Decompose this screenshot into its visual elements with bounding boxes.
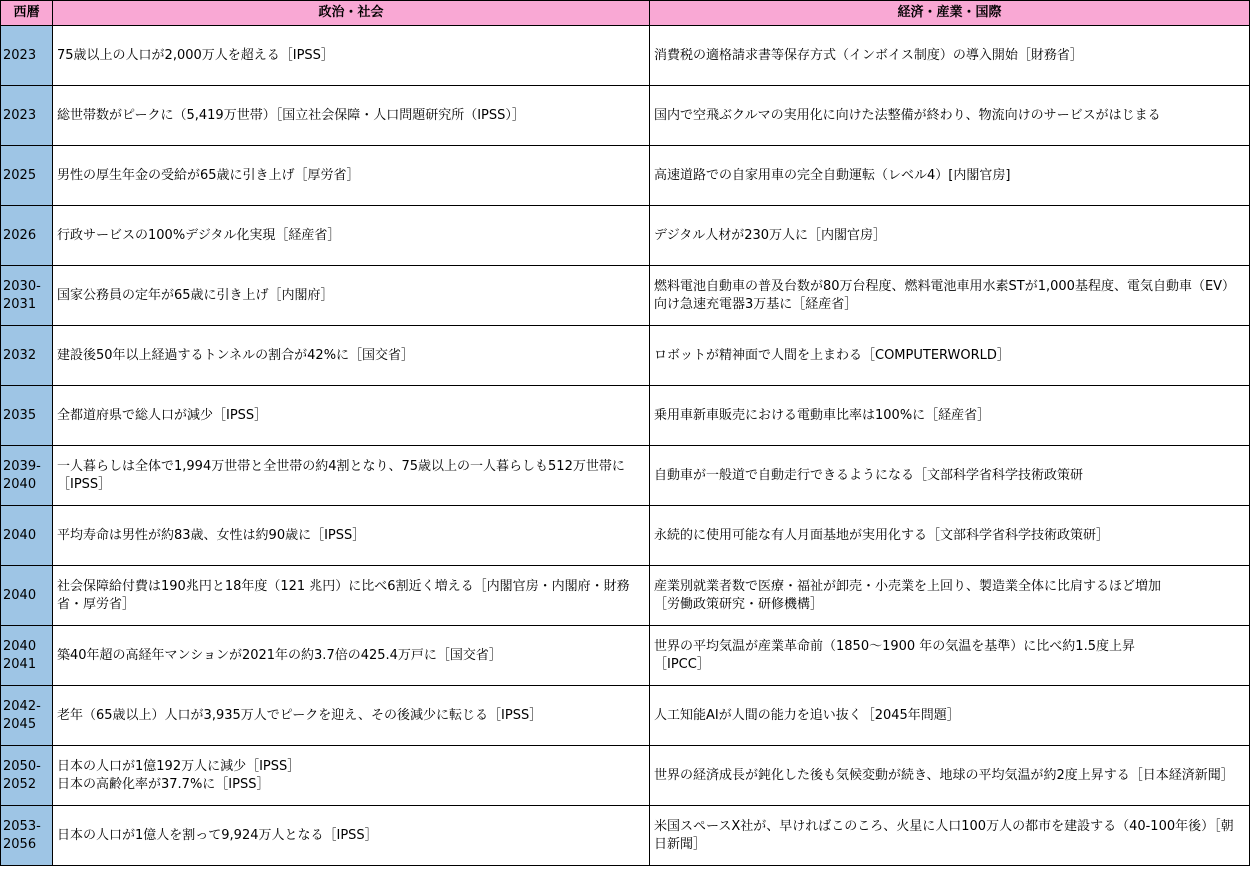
economy-industry-cell: 消費税の適格請求書等保存方式（インボイス制度）の導入開始［財務省］ (650, 26, 1250, 86)
politics-society-cell: 老年（65歳以上）人口が3,935万人でピークを迎え、その後減少に転じる［IPSS］ (53, 686, 650, 746)
economy-industry-cell: ロボットが精神面で人間を上まわる［COMPUTERWORLD］ (650, 326, 1250, 386)
year-cell: 2040 2041 (1, 626, 53, 686)
year-cell: 2023 (1, 86, 53, 146)
table-row (1, 446, 1250, 506)
year-cell: 2035 (1, 386, 53, 446)
year-cell: 2039- 2040 (1, 446, 53, 506)
table-row (1, 746, 1250, 806)
politics-society-cell: 建設後50年以上経過するトンネルの割合が42%に［国交省］ (53, 326, 650, 386)
economy-industry-cell: 世界の経済成長が鈍化した後も気候変動が続き、地球の平均気温が約2度上昇する［日本経済新聞］ (650, 746, 1250, 806)
politics-society-cell: 行政サービスの100%デジタル化実現［経産省］ (53, 206, 650, 266)
politics-society-cell: 全都道府県で総人口が減少［IPSS］ (53, 386, 650, 446)
economy-industry-cell: デジタル人材が230万人に［内閣官房］ (650, 206, 1250, 266)
table-row (1, 146, 1250, 206)
economy-industry-cell: 米国スペースX社が、早ければこのころ、火星に人口100万人の都市を建設する（40-100年後）［朝日新聞］ (650, 806, 1250, 866)
year-cell: 2023 (1, 26, 53, 86)
politics-society-cell: 日本の人口が1億192万人に減少［IPSS］ 日本の高齢化率が37.7%に［IPSS］ (53, 746, 650, 806)
header-economy-industry-international: 経済・産業・国際 (650, 1, 1250, 26)
economy-industry-cell: 世界の平均気温が産業革命前（1850～1900 年の気温を基準）に比べ約1.5度上昇 ［IPCC］ (650, 626, 1250, 686)
table-row (1, 206, 1250, 266)
table-row (1, 686, 1250, 746)
table-row (1, 566, 1250, 626)
economy-industry-cell: 人工知能AIが人間の能力を追い抜く［2045年問題］ (650, 686, 1250, 746)
table-row (1, 86, 1250, 146)
politics-society-cell: 75歳以上の人口が2,000万人を超える［IPSS］ (53, 26, 650, 86)
year-cell: 2040 (1, 506, 53, 566)
year-cell: 2042- 2045 (1, 686, 53, 746)
table-row (1, 506, 1250, 566)
header-politics-society: 政治・社会 (53, 1, 650, 26)
politics-society-cell: 国家公務員の定年が65歳に引き上げ［内閣府］ (53, 266, 650, 326)
table-row (1, 266, 1250, 326)
table-body (1, 26, 1250, 866)
year-cell: 2025 (1, 146, 53, 206)
politics-society-cell: 築40年超の高経年マンションが2021年の約3.7倍の425.4万戸に［国交省］ (53, 626, 650, 686)
economy-industry-cell: 燃料電池自動車の普及台数が80万台程度、燃料電池車用水素STが1,000基程度、電気自動車（EV）向け急速充電器3万基に［経産省］ (650, 266, 1250, 326)
year-cell: 2026 (1, 206, 53, 266)
politics-society-cell: 男性の厚生年金の受給が65歳に引き上げ［厚労省］ (53, 146, 650, 206)
header-row (1, 1, 1250, 26)
table-row (1, 326, 1250, 386)
economy-industry-cell: 産業別就業者数で医療・福祉が卸売・小売業を上回り、製造業全体に比肩するほど増加 ［労働政策研究・研修機構］ (650, 566, 1250, 626)
economy-industry-cell: 自動車が一般道で自動走行できるようになる［文部科学省科学技術政策研 (650, 446, 1250, 506)
header-year: 西暦 (1, 1, 53, 26)
year-cell: 2032 (1, 326, 53, 386)
economy-industry-cell: 永続的に使用可能な有人月面基地が実用化する［文部科学省科学技術政策研］ (650, 506, 1250, 566)
year-cell: 2050- 2052 (1, 746, 53, 806)
politics-society-cell: 日本の人口が1億人を割って9,924万人となる［IPSS］ (53, 806, 650, 866)
economy-industry-cell: 乗用車新車販売における電動車比率は100%に［経産省］ (650, 386, 1250, 446)
politics-society-cell: 一人暮らしは全体で1,994万世帯と全世帯の約4割となり、75歳以上の一人暮らしも512万世帯に［IPSS］ (53, 446, 650, 506)
year-cell: 2053- 2056 (1, 806, 53, 866)
economy-industry-cell: 国内で空飛ぶクルマの実用化に向けた法整備が終わり、物流向けのサービスがはじまる (650, 86, 1250, 146)
politics-society-cell: 総世帯数がピークに（5,419万世帯）［国立社会保障・人口問題研究所（IPSS）］ (53, 86, 650, 146)
year-cell: 2040 (1, 566, 53, 626)
table-row (1, 386, 1250, 446)
table-row (1, 806, 1250, 866)
table-row (1, 26, 1250, 86)
politics-society-cell: 社会保障給付費は190兆円と18年度（121 兆円）に比べ6割近く増える［内閣官房・内閣府・財務省・厚労省］ (53, 566, 650, 626)
politics-society-cell: 平均寿命は男性が約83歳、女性は約90歳に［IPSS］ (53, 506, 650, 566)
table-row (1, 626, 1250, 686)
economy-industry-cell: 高速道路での自家用車の完全自動運転（レベル4）[内閣官房] (650, 146, 1250, 206)
year-cell: 2030- 2031 (1, 266, 53, 326)
